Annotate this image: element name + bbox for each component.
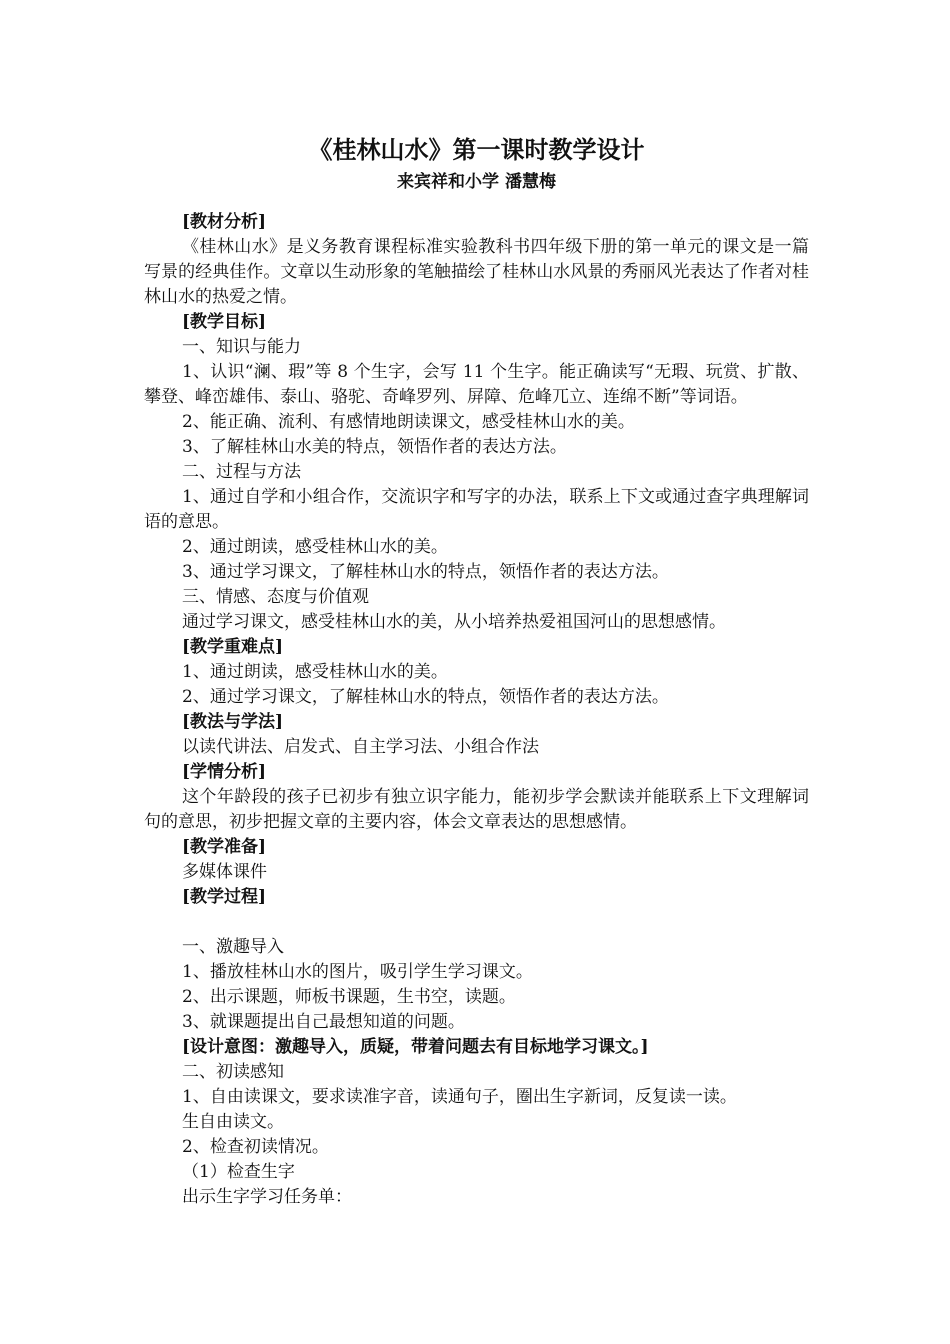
process-item: 生自由读文。	[182, 1112, 284, 1132]
process-step-heading: 二、初读感知	[182, 1062, 284, 1082]
goal-group-heading: 二、过程与方法	[182, 462, 301, 482]
process-item: 1、自由读课文，要求读准字音，读通句子，圈出生字新词，反复读一读。	[182, 1087, 737, 1107]
goal-item: 3、通过学习课文，了解桂林山水的特点，领悟作者的表达方法。	[182, 562, 669, 582]
blank-line	[144, 910, 809, 935]
section-heading-student-analysis: [学情分析]	[182, 762, 267, 782]
process-item: 1、播放桂林山水的图片，吸引学生学习课文。	[182, 962, 533, 982]
process-step-heading: 一、激趣导入	[182, 937, 284, 957]
preparation-text: 多媒体课件	[182, 862, 267, 882]
page-title: 《桂林山水》第一课时教学设计	[308, 135, 645, 164]
process-item: 2、检查初读情况。	[182, 1137, 329, 1157]
goal-item: 2、通过朗读，感受桂林山水的美。	[182, 537, 448, 557]
goal-item: 1、通过自学和小组合作，交流识字和写字的办法，联系上下文或通过查字典理解词语的意思。	[144, 487, 809, 532]
methods-text: 以读代讲法、启发式、自主学习法、小组合作法	[182, 737, 539, 757]
key-point-item: 1、通过朗读，感受桂林山水的美。	[182, 662, 448, 682]
section-heading-preparation: [教学准备]	[182, 837, 267, 857]
section-heading-goals: [教学目标]	[182, 312, 267, 332]
process-subitem-text: 出示生字学习任务单：	[182, 1187, 352, 1207]
process-item: 2、出示课题，师板书课题，生书空，读题。	[182, 987, 516, 1007]
key-point-item: 2、通过学习课文，了解桂林山水的特点，领悟作者的表达方法。	[182, 687, 669, 707]
student-analysis-paragraph: 这个年龄段的孩子已初步有独立识字能力，能初步学会默读并能联系上下文理解词句的意思，初步把握文章的主要内容，体会文章表达的思想感情。	[144, 787, 809, 832]
goal-item: 2、能正确、流利、有感情地朗读课文，感受桂林山水的美。	[182, 412, 635, 432]
goal-group-heading: 一、知识与能力	[182, 337, 301, 357]
goal-item: 3、了解桂林山水美的特点，领悟作者的表达方法。	[182, 437, 567, 457]
design-intent-note: [设计意图：激趣导入，质疑，带着问题去有目标地学习课文。]	[182, 1037, 649, 1057]
goal-group-heading: 三、情感、态度与价值观	[182, 587, 369, 607]
section-heading-process: [教学过程]	[182, 887, 267, 907]
section-heading-analysis: [教材分析]	[182, 212, 267, 232]
goal-item: 1、认识“澜、瑕”等 8 个生字，会写 11 个生字。能正确读写“无瑕、玩赏、扩散、攀登、峰峦雄伟、泰山、骆驼、奇峰罗列、屏障、危峰兀立、连绵不断”等词语。	[144, 362, 809, 407]
analysis-paragraph: 《桂林山水》是义务教育课程标准实验教科书四年级下册的第一单元的课文是一篇写景的经典佳作。文章以生动形象的笔触描绘了桂林山水风景的秀丽风光表达了作者对桂林山水的热爱之情。	[144, 237, 809, 307]
goal-item: 通过学习课文，感受桂林山水的美，从小培养热爱祖国河山的思想感情。	[182, 612, 726, 632]
document-page	[144, 132, 809, 1210]
section-heading-methods: [教法与学法]	[182, 712, 284, 732]
process-subitem: （1）检查生字	[182, 1162, 295, 1182]
process-item: 3、就课题提出自己最想知道的问题。	[182, 1012, 465, 1032]
author-line: 来宾祥和小学 潘慧梅	[397, 172, 556, 192]
section-heading-key-points: [教学重难点]	[182, 637, 284, 657]
